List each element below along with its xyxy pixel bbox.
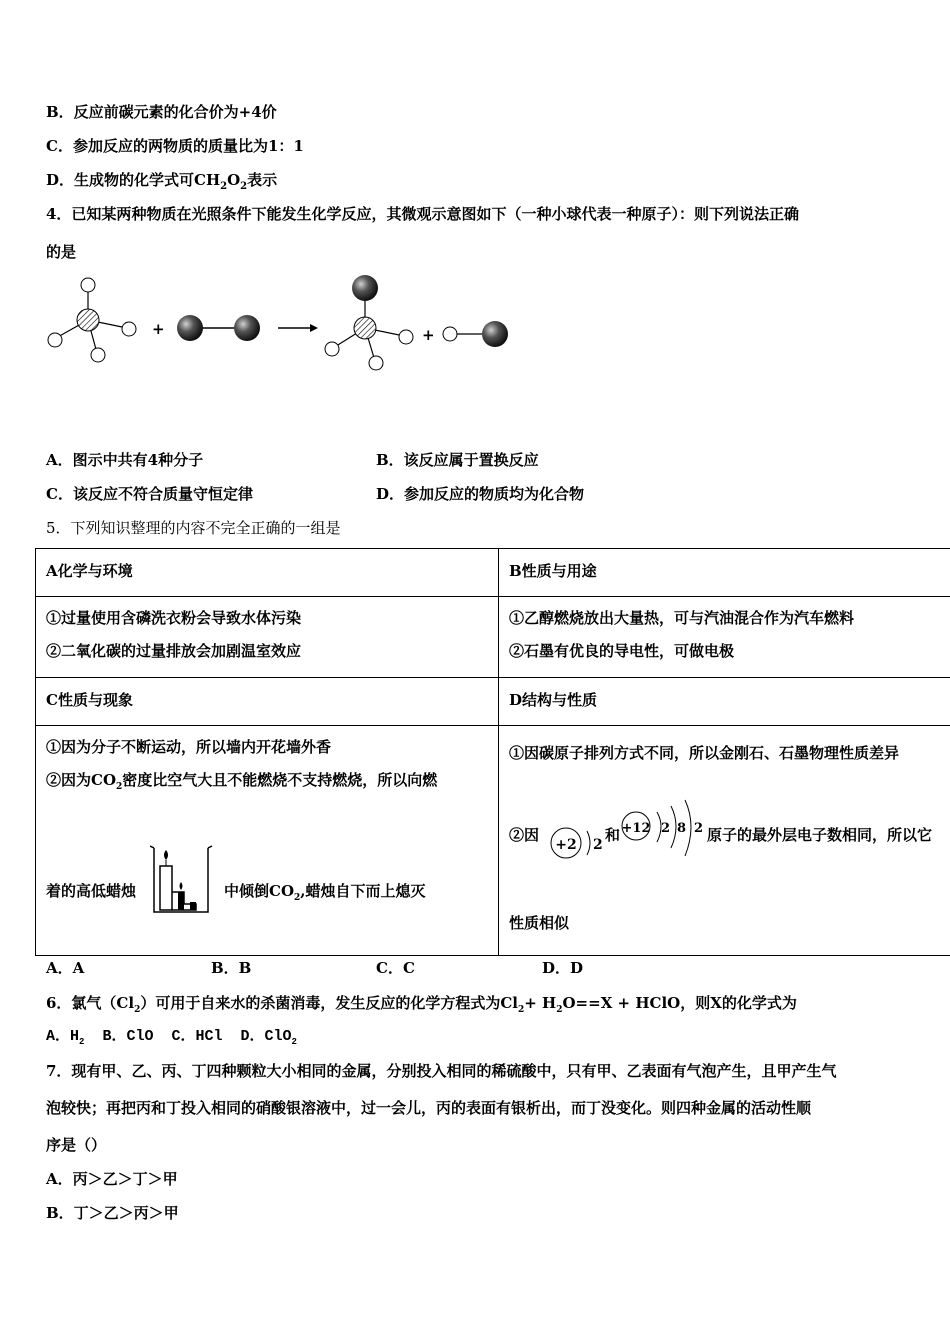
cell-d-heading: D结构与性质 xyxy=(499,678,950,726)
svg-text:8: 8 xyxy=(677,821,687,836)
reaction-arrow-icon xyxy=(278,324,318,332)
q7-option-b: B．丁＞乙＞丙＞甲 xyxy=(46,1204,179,1222)
q5-option-a: A．A xyxy=(46,959,85,977)
q6-option-a: A．$H_2$ xyxy=(46,1028,85,1047)
q7-stem-line3: 序是（） xyxy=(46,1136,107,1154)
q3-option-d: D．生成物的化学式可$CH_2O_2$表示 xyxy=(46,171,278,192)
q6-option-b: B．ClO xyxy=(102,1028,154,1045)
cell-d-content: ①因碳原子排列方式不同，所以金刚石、石墨物理性质差异 ②因 +2 2 和 +12 2 8 2 原子的最外层电子数相同，所以它 性质相似 xyxy=(499,726,950,956)
methane-molecule xyxy=(48,278,136,362)
svg-text:+2: +2 xyxy=(555,837,577,853)
q4-option-b: B．该反应属于置换反应 xyxy=(376,451,539,469)
q5-option-b: B．B xyxy=(211,959,252,977)
helium-atom-structure-icon xyxy=(549,818,605,864)
q4-option-d: D．参加反应的物质均为化合物 xyxy=(376,485,585,503)
hydrogen-chloride-molecule xyxy=(443,321,508,347)
q6-option-c: C．HCl xyxy=(171,1028,223,1045)
q3-option-c: C．参加反应的两物质的质量比为1：1 xyxy=(46,137,304,155)
knowledge-table xyxy=(35,548,950,956)
plus-sign-2: + xyxy=(422,326,435,344)
svg-text:2: 2 xyxy=(694,821,704,836)
cell-b-heading: B性质与用途 xyxy=(499,549,950,597)
cell-b-content: ①乙醇燃烧放出大量热，可与汽油混合作为汽车燃料 ②石墨有优良的导电性，可做电极 xyxy=(499,597,950,678)
q6-option-d: D．ClO$_2$ xyxy=(240,1028,297,1047)
q4-stem-line2: 的是 xyxy=(46,243,77,261)
q7-stem-line1: 7．现有甲、乙、丙、丁四种颗粒大小相同的金属，分别投入相同的稀硫酸中，只有甲、乙表面有气泡产生，且甲产生气 xyxy=(46,1062,837,1080)
molecule-reaction-diagram xyxy=(40,268,520,378)
svg-text:+12: +12 xyxy=(621,821,651,836)
q4-option-c: C．该反应不符合质量守恒定律 xyxy=(46,485,253,503)
q7-option-a: A．丙＞乙＞丁＞甲 xyxy=(46,1170,178,1188)
svg-text:2: 2 xyxy=(661,821,671,836)
cell-c-content: ①因为分子不断运动，所以墙内开花墙外香 ②因为$CO_2$密度比空气大且不能燃烧不支持燃烧，所以向燃 着的高低蜡烛 中倾倒$CO_2$,蜡烛自下而上熄灭 xyxy=(36,726,499,956)
magnesium-atom-structure-icon xyxy=(621,796,707,872)
q4-stem-line1: 4．已知某两种物质在光照条件下能发生化学反应，其微观示意图如下（一种小球代表一种原子）：则下列说法正确 xyxy=(46,205,799,223)
cell-a-heading: A化学与环境 xyxy=(36,549,499,597)
svg-text:2: 2 xyxy=(593,837,603,853)
chloromethane-molecule xyxy=(325,275,413,370)
q6-options xyxy=(46,1027,297,1052)
chlorine-molecule xyxy=(177,315,260,341)
q5-option-d: D．D xyxy=(542,959,584,977)
q7-stem-line2: 泡较快；再把丙和丁投入相同的硝酸银溶液中，过一会儿，丙的表面有银析出，而丁没变化。则四种金属的活动性顺 xyxy=(46,1099,812,1117)
beaker-candles-icon xyxy=(150,844,214,916)
q6-stem: 6．氯气$(Cl_2)$可用于自来水的杀菌消毒，发生反应的化学方程式为$Cl_2+ H_2O==X$ + HClO，则X的化学式为 xyxy=(46,994,797,1015)
q5-option-c: C．C xyxy=(376,959,415,977)
q5-stem: 5．下列知识整理的内容不完全正确的一组是 xyxy=(46,519,341,537)
q4-option-a: A．图示中共有4种分子 xyxy=(46,451,204,469)
q3-option-b: B．反应前碳元素的化合价为+4价 xyxy=(46,103,277,121)
cell-c-heading: C性质与现象 xyxy=(36,678,499,726)
cell-a-content: ①过量使用含磷洗衣粉会导致水体污染 ②二氧化碳的过量排放会加剧温室效应 xyxy=(36,597,499,678)
plus-sign: + xyxy=(152,320,165,338)
